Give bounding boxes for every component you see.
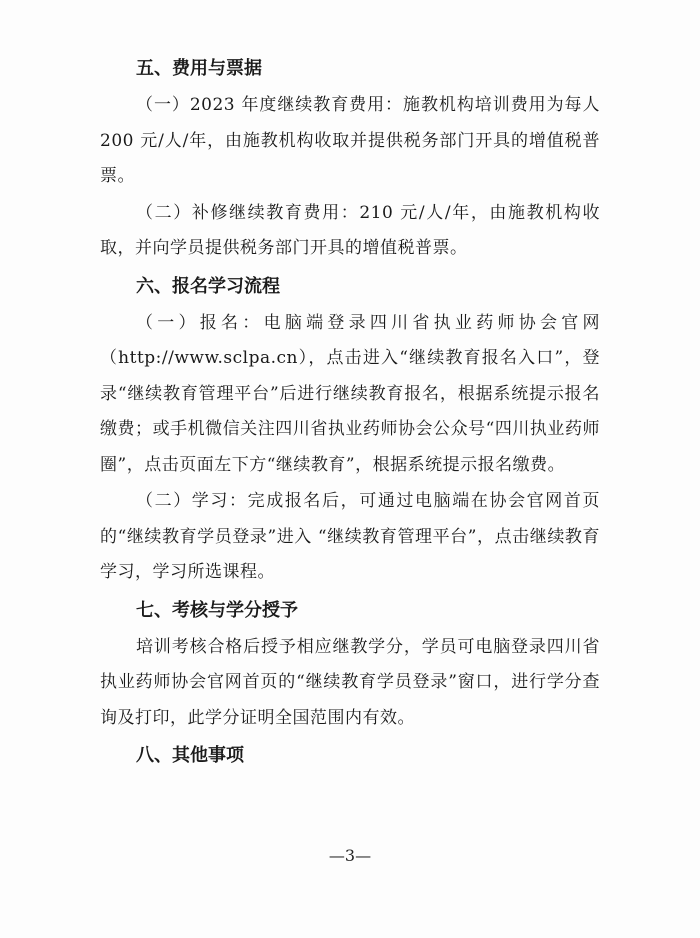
document-body (100, 50, 600, 775)
section-heading-assessment: 七、考核与学分授予 (136, 599, 298, 621)
paragraph-makeup-fee: （二）补修继续教育费用：210 元/人/年，由施教机构收取，并向学员提供税务部门开具的增值税普票。 (100, 202, 600, 258)
paragraph-credits: 培训考核合格后授予相应继教学分，学员可电脑登录四川省执业药师协会官网首页的“继续教育学员登录”窗口，进行学分查询及打印，此学分证明全国范围内有效。 (100, 636, 600, 728)
paragraph-annual-fee: （一）2023 年度继续教育费用：施教机构培训费用为每人 200 元/人/年，由施教机构收取并提供税务部门开具的增值税普票。 (100, 95, 600, 186)
paragraph-study: （二）学习：完成报名后，可通过电脑端在协会官网首页的“继续教育学员登录”进入 “继续教育管理平台”，点击继续教育学习，学习所选课程。 (100, 491, 600, 582)
page-number: —3— (328, 846, 372, 865)
paragraph-registration: （一）报名：电脑端登录四川省执业药师协会官网（http://www.sclpa.cn），点击进入“继续教育报名入口”，登录“继续教育管理平台”后进行继续教育报名，根据系统提示报名缴费；或手机微信关注四川省执业药师协会公众号“四川执业药师圈”，点击页面左下方“继续教育”，根据系统提示报名缴费。 (100, 312, 600, 475)
section-heading-fees: 五、费用与票据 (136, 58, 262, 79)
section-heading-registration: 六、报名学习流程 (136, 275, 280, 297)
section-heading-other: 八、其他事项 (136, 745, 244, 766)
